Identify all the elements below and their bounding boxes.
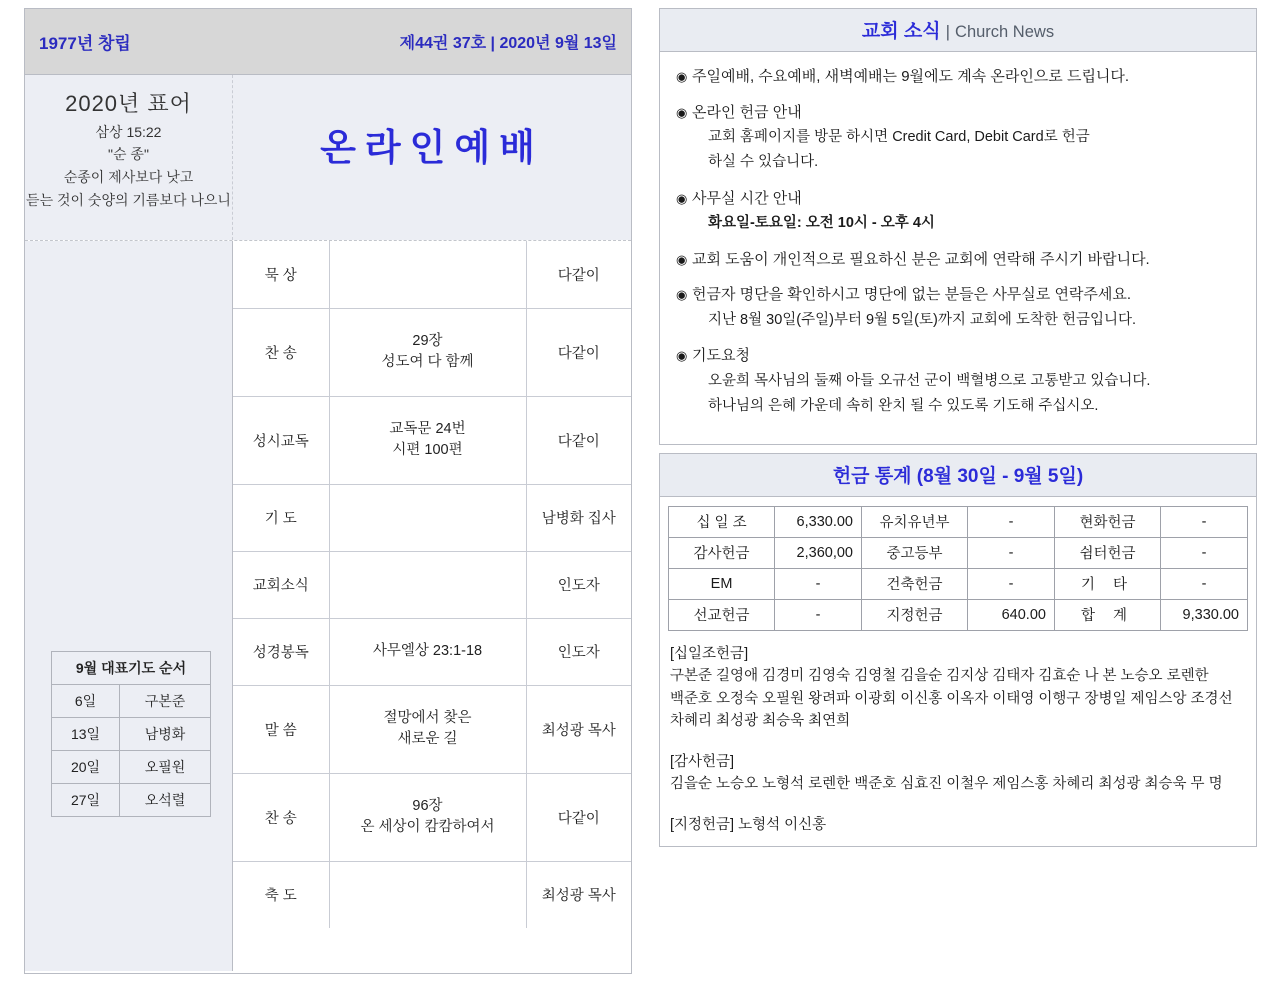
motto-line-1: 순종이 제사보다 낫고 bbox=[63, 169, 194, 185]
bullet-icon: ◉ bbox=[676, 348, 688, 364]
service-title-box bbox=[233, 75, 631, 240]
offering-label: 유치유년부 bbox=[861, 506, 967, 537]
news-item bbox=[676, 66, 1240, 89]
issue-info: 제44권 37호 | 2020년 9월 13일 bbox=[399, 35, 617, 52]
donor-gap bbox=[670, 733, 1246, 747]
offering-label: EM bbox=[669, 568, 775, 599]
prayer-schedule-row bbox=[52, 685, 211, 718]
offering-value: - bbox=[1161, 537, 1248, 568]
order-item-name: 기 도 bbox=[233, 484, 329, 551]
donor-names-line: 구본준 길영애 김경미 김영숙 김영철 김을순 김지상 김태자 김효순 나 본 노승오 로렌한 bbox=[670, 668, 1209, 685]
prayer-name: 구본준 bbox=[120, 685, 211, 718]
offering-stats-box bbox=[659, 453, 1257, 847]
bullet-icon: ◉ bbox=[676, 251, 688, 267]
motto-and-title-row bbox=[25, 75, 631, 241]
order-item-leader: 최성광 목사 bbox=[526, 685, 631, 773]
motto-keyword: "순 종" bbox=[108, 146, 149, 162]
offering-value: - bbox=[968, 506, 1055, 537]
order-item-name: 교회소식 bbox=[233, 551, 329, 618]
news-item bbox=[676, 188, 1240, 236]
order-item-name: 성경봉독 bbox=[233, 618, 329, 685]
prayer-schedule-row bbox=[52, 751, 211, 784]
order-item-leader: 다같이 bbox=[526, 773, 631, 861]
bullet-icon: ◉ bbox=[676, 287, 688, 303]
order-item-leader: 다같이 bbox=[526, 241, 631, 308]
annual-motto bbox=[25, 75, 233, 240]
offering-label: 건축헌금 bbox=[861, 568, 967, 599]
prayer-name: 남병화 bbox=[120, 718, 211, 751]
prayer-date: 20일 bbox=[52, 751, 120, 784]
bullet-icon: ◉ bbox=[676, 69, 688, 84]
offering-label: 중고등부 bbox=[861, 537, 967, 568]
order-item-name: 성시교독 bbox=[233, 396, 329, 484]
order-item-detail: 사무엘상 23:1-18 bbox=[329, 618, 526, 685]
prayer-schedule-column bbox=[25, 241, 233, 971]
news-item-text: 사무실 시간 안내 bbox=[692, 189, 802, 207]
order-item-name: 찬 송 bbox=[233, 308, 329, 396]
offering-label: 선교헌금 bbox=[669, 599, 775, 630]
order-row bbox=[233, 484, 631, 551]
offering-value: 2,360,00 bbox=[775, 537, 862, 568]
bullet-icon: ◉ bbox=[676, 190, 688, 206]
order-item-name: 축 도 bbox=[233, 861, 329, 928]
title-divider: | bbox=[945, 22, 951, 41]
church-news-list bbox=[660, 52, 1256, 444]
offering-value: - bbox=[1161, 568, 1248, 599]
news-item bbox=[676, 345, 1240, 418]
donor-names-line: 김을순 노승오 노형석 로렌한 백준호 심효진 이철우 제임스홍 차혜리 최성광 최승욱 무 명 bbox=[670, 776, 1223, 793]
offering-label: 현화헌금 bbox=[1054, 506, 1160, 537]
news-item bbox=[676, 249, 1240, 272]
order-item-leader: 남병화 집사 bbox=[526, 484, 631, 551]
offering-row bbox=[669, 506, 1248, 537]
order-row bbox=[233, 308, 631, 396]
news-item-text: 기도요청 bbox=[692, 347, 750, 365]
news-item-subtext: 오윤희 목사님의 둘째 아들 오규선 군이 백혈병으로 고통받고 있습니다. bbox=[708, 372, 1151, 389]
motto-line-2: 듣는 것이 숫양의 기름보다 나으니 bbox=[26, 192, 231, 208]
offering-label: 기 타 bbox=[1054, 568, 1160, 599]
offering-row bbox=[669, 599, 1248, 630]
prayer-schedule-row bbox=[52, 718, 211, 751]
left-bulletin-panel bbox=[24, 8, 632, 974]
prayer-schedule-table bbox=[51, 651, 211, 817]
church-news-box bbox=[659, 8, 1257, 445]
order-of-service-row bbox=[25, 241, 631, 971]
donor-category-title: [지정헌금] 노형석 이신홍 bbox=[670, 816, 827, 833]
offering-value: 6,330.00 bbox=[775, 506, 862, 537]
offering-value: - bbox=[968, 537, 1055, 568]
offering-row bbox=[669, 568, 1248, 599]
order-item-name: 묵 상 bbox=[233, 241, 329, 308]
prayer-schedule-header: 9월 대표기도 순서 bbox=[52, 652, 211, 685]
order-of-service-table bbox=[233, 241, 631, 928]
church-news-title-kr: 교회 소식 bbox=[861, 21, 941, 42]
motto-title: 2020년 표어 bbox=[65, 91, 192, 116]
order-item-detail: 96장 온 세상이 캄캄하여서 bbox=[329, 773, 526, 861]
news-item-text: 헌금자 명단을 확인하시고 명단에 없는 분들은 사무실로 연락주세요. bbox=[692, 286, 1132, 304]
donor-names-line: 차혜리 최성광 최승욱 최연희 bbox=[670, 713, 851, 730]
donor-names-line: 백준호 오정숙 오필원 왕려파 이광회 이신홍 이옥자 이태영 이행구 장병일 제임스앙 조경선 bbox=[670, 690, 1233, 707]
order-item-detail: 교독문 24번 시편 100편 bbox=[329, 396, 526, 484]
order-item-detail bbox=[329, 861, 526, 928]
right-news-panel bbox=[659, 8, 1257, 966]
order-item-name: 말 씀 bbox=[233, 685, 329, 773]
church-news-header bbox=[660, 9, 1256, 52]
offering-label: 지정헌금 bbox=[861, 599, 967, 630]
prayer-date: 27일 bbox=[52, 784, 120, 817]
prayer-name: 오석렬 bbox=[120, 784, 211, 817]
order-item-leader: 인도자 bbox=[526, 618, 631, 685]
order-item-leader: 인도자 bbox=[526, 551, 631, 618]
order-of-service-column bbox=[233, 241, 631, 971]
order-row bbox=[233, 618, 631, 685]
news-item-text: 주일예배, 수요예배, 새벽예배는 9월에도 계속 온라인으로 드립니다. bbox=[692, 68, 1130, 85]
order-item-leader: 다같이 bbox=[526, 396, 631, 484]
prayer-name: 오필원 bbox=[120, 751, 211, 784]
offering-stats-table bbox=[668, 506, 1248, 631]
offering-value: - bbox=[775, 599, 862, 630]
order-item-detail bbox=[329, 241, 526, 308]
offering-label: 쉼터헌금 bbox=[1054, 537, 1160, 568]
prayer-schedule-row bbox=[52, 784, 211, 817]
donor-category-title: [십일조헌금] bbox=[670, 645, 749, 662]
offering-label: 합 계 bbox=[1054, 599, 1160, 630]
order-item-name: 찬 송 bbox=[233, 773, 329, 861]
news-item-subtext: 하실 수 있습니다. bbox=[708, 154, 819, 171]
donor-category-title: [감사헌금] bbox=[670, 753, 735, 770]
news-item-subtext: 하나님의 은혜 가운데 속히 완치 될 수 있도록 기도해 주십시오. bbox=[708, 398, 1099, 415]
service-title: 온라인예배 bbox=[320, 126, 544, 168]
offering-label: 십 일 조 bbox=[669, 506, 775, 537]
news-item-subtext: 화요일-토요일: 오전 10시 - 오후 4시 bbox=[708, 215, 935, 232]
order-row bbox=[233, 685, 631, 773]
order-item-detail: 절망에서 찾은 새로운 길 bbox=[329, 685, 526, 773]
order-row bbox=[233, 773, 631, 861]
order-item-leader: 최성광 목사 bbox=[541, 888, 616, 905]
news-item-text: 온라인 헌금 안내 bbox=[692, 103, 802, 121]
donor-gap bbox=[670, 796, 1246, 810]
offering-value: - bbox=[775, 568, 862, 599]
offering-value: 640.00 bbox=[968, 599, 1055, 630]
offering-stats-title: 헌금 통계 (8월 30일 - 9월 5일) bbox=[660, 454, 1256, 497]
offering-value: - bbox=[1161, 506, 1248, 537]
prayer-date: 6일 bbox=[52, 685, 120, 718]
order-item-detail bbox=[329, 484, 526, 551]
offering-value: - bbox=[968, 568, 1055, 599]
order-item-detail bbox=[329, 551, 526, 618]
motto-scripture-ref: 삼상 15:22 bbox=[95, 124, 162, 140]
church-news-title-en: Church News bbox=[955, 23, 1055, 41]
offering-label: 감사헌금 bbox=[669, 537, 775, 568]
order-row bbox=[233, 396, 631, 484]
order-item-leader: 다같이 bbox=[526, 308, 631, 396]
news-item-subtext: 교회 홈페이지를 방문 하시면 Credit Card, Debit Card로 헌금 bbox=[708, 129, 1090, 145]
order-item-detail: 29장 성도여 다 함께 bbox=[329, 308, 526, 396]
news-item bbox=[676, 102, 1240, 175]
order-row bbox=[233, 551, 631, 618]
order-row bbox=[233, 241, 631, 308]
masthead bbox=[25, 9, 631, 75]
prayer-date: 13일 bbox=[52, 718, 120, 751]
offering-value: 9,330.00 bbox=[1161, 599, 1248, 630]
donor-list bbox=[660, 635, 1256, 846]
bullet-icon: ◉ bbox=[676, 104, 688, 120]
news-item bbox=[676, 284, 1240, 332]
founded-year: 1977년 창립 bbox=[39, 34, 131, 53]
order-row bbox=[233, 861, 631, 928]
news-item-text: 교회 도움이 개인적으로 필요하신 분은 교회에 연락해 주시기 바랍니다. bbox=[692, 250, 1150, 268]
news-item-subtext: 지난 8월 30일(주일)부터 9월 5일(토)까지 교회에 도착한 헌금입니다. bbox=[708, 311, 1137, 328]
offering-row bbox=[669, 537, 1248, 568]
